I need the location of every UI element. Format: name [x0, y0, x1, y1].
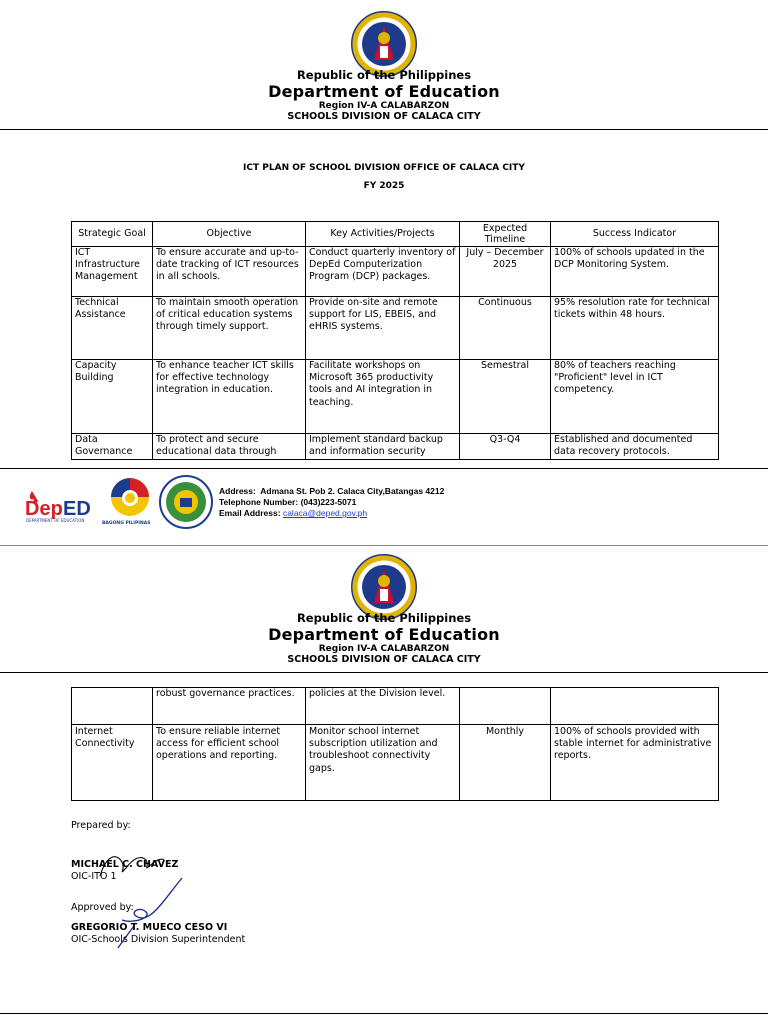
goal-cell	[72, 688, 153, 725]
republic-label: Republic of the Philippines	[296, 611, 472, 625]
activities-cell: Conduct quarterly inventory of DepEd Computerization Program (DCP) packages.	[306, 247, 460, 297]
table-row	[72, 247, 719, 297]
division-label: SCHOOLS DIVISION OF CALACA CITY	[287, 111, 481, 122]
timeline-cell	[460, 688, 551, 725]
timeline-cell: Semestral	[460, 360, 551, 434]
table-row	[72, 360, 719, 434]
footer-address-block	[219, 486, 519, 519]
telephone-label: Telephone Number:	[219, 497, 299, 507]
address-line	[219, 486, 519, 497]
indicator-cell: 95% resolution rate for technical tickets within 48 hours.	[551, 297, 719, 360]
department-title: Department of Education	[268, 625, 500, 644]
deped-wordmark-subtitle: DEPARTMENT OF EDUCATION	[26, 518, 85, 523]
indicator-cell: 100% of schools updated in the DCP Monitoring System.	[551, 247, 719, 297]
objective-cell: To protect and secure educational data through	[153, 434, 306, 460]
email-link[interactable]: calaca@deped.gov.ph	[282, 508, 368, 518]
prepared-title: OIC-ITO 1	[71, 871, 117, 882]
region-label: Region IV-A CALABARZON	[318, 101, 450, 111]
objective-cell: robust governance practices.	[153, 688, 306, 725]
footer-divider	[0, 468, 768, 469]
ict-plan-table	[71, 221, 719, 460]
header-divider	[0, 129, 768, 130]
goal-cell: Internet Connectivity	[72, 725, 153, 801]
department-title: Department of Education	[268, 82, 500, 101]
indicator-cell: 100% of schools provided with stable internet for administrative reports.	[551, 725, 719, 801]
republic-label: Republic of the Philippines	[296, 68, 472, 82]
division-label: SCHOOLS DIVISION OF CALACA CITY	[287, 654, 481, 665]
bagong-pilipinas-logo	[102, 476, 154, 528]
bagong-pilipinas-text: BAGONG PILIPINAS	[102, 521, 151, 526]
svg-text:ED: ED	[63, 498, 91, 520]
objective-cell: To maintain smooth operation of critical education systems through timely support.	[153, 297, 306, 360]
address-label: Address:	[219, 486, 256, 496]
column-header: Objective	[153, 222, 306, 247]
column-header: Strategic Goal	[72, 222, 153, 247]
activities-cell: policies at the Division level.	[306, 688, 460, 725]
email-label: Email Address:	[219, 508, 281, 518]
approved-title: OIC-Schools Division Superintendent	[71, 934, 246, 945]
indicator-cell: Established and documented data recovery protocols.	[551, 434, 719, 460]
table-header-row	[72, 222, 719, 247]
table-row	[72, 297, 719, 360]
table-row	[72, 725, 719, 801]
activities-cell: Provide on-site and remote support for LIS, EBEIS, and eHRIS systems.	[306, 297, 460, 360]
document-title: ICT PLAN OF SCHOOL DIVISION OFFICE OF CALACA CITY	[243, 163, 525, 173]
activities-cell: Implement standard backup and information security	[306, 434, 460, 460]
indicator-cell: 80% of teachers reaching "Proficient" level in ICT competency.	[551, 360, 719, 434]
approved-by-label: Approved by:	[71, 902, 134, 913]
division-seal-logo	[158, 474, 214, 530]
fiscal-year: FY 2025	[363, 181, 405, 191]
activities-cell: Monitor school internet subscription utilization and troubleshoot connectivity gaps.	[306, 725, 460, 801]
objective-cell: To enhance teacher ICT skills for effective technology integration in education.	[153, 360, 306, 434]
ict-plan-table-continued	[71, 687, 719, 801]
region-label: Region IV-A CALABARZON	[318, 644, 450, 654]
telephone-value: (043)223-5071	[300, 497, 357, 507]
svg-text:Dep: Dep	[25, 498, 63, 520]
timeline-cell: Monthly	[460, 725, 551, 801]
table-row	[72, 688, 719, 725]
objective-cell: To ensure reliable internet access for efficient school operations and reporting.	[153, 725, 306, 801]
header-divider	[0, 672, 768, 673]
indicator-cell	[551, 688, 719, 725]
prepared-by-label: Prepared by:	[71, 820, 131, 831]
deped-wordmark-logo	[24, 487, 100, 527]
prepared-name: MICHAEL C. CHAVEZ	[71, 859, 179, 870]
goal-cell: Data Governance	[72, 434, 153, 460]
goal-cell: ICT Infrastructure Management	[72, 247, 153, 297]
goal-cell: Capacity Building	[72, 360, 153, 434]
activities-cell: Facilitate workshops on Microsoft 365 productivity tools and AI integration in teaching.	[306, 360, 460, 434]
table-row	[72, 434, 719, 460]
address-value: Admana St. Pob 2. Calaca City,Batangas 4212	[260, 486, 445, 496]
column-header: Success Indicator	[551, 222, 719, 247]
objective-cell: To ensure accurate and up-to-date tracking of ICT resources in all schools.	[153, 247, 306, 297]
email-line	[219, 508, 519, 519]
timeline-cell: Continuous	[460, 297, 551, 360]
telephone-line	[219, 497, 519, 508]
column-header: Key Activities/Projects	[306, 222, 460, 247]
timeline-cell: Q3-Q4	[460, 434, 551, 460]
timeline-cell: July – December 2025	[460, 247, 551, 297]
approved-name: GREGORIO T. MUECO CESO VI	[71, 922, 228, 933]
goal-cell: Technical Assistance	[72, 297, 153, 360]
column-header: Expected Timeline	[460, 222, 551, 247]
footer-divider	[0, 1013, 768, 1014]
